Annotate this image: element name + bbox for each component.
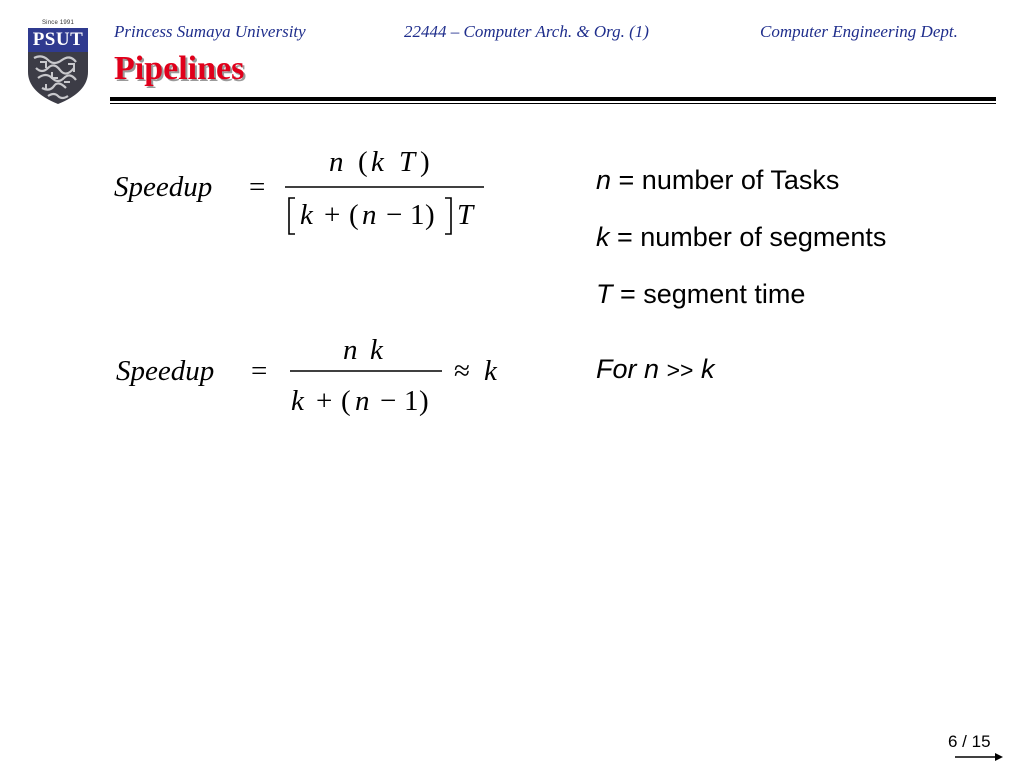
condition-n-much-greater-k [596, 354, 714, 385]
f1-right-bracket [445, 198, 451, 234]
f2-num-n: n [343, 334, 358, 366]
f1-den-one: 1 [410, 199, 425, 231]
f1-num-rparen: ) [420, 146, 430, 178]
header-university: Princess Sumaya University [114, 22, 306, 41]
header-department: Computer Engineering Dept. [760, 22, 958, 41]
condition-for: For [596, 354, 637, 384]
f1-lhs: Speedup [114, 171, 213, 203]
f2-den-n: n [355, 385, 370, 417]
definition-n [596, 165, 839, 196]
definition-n-text: = number of Tasks [611, 165, 840, 195]
header-divider-thick [110, 97, 996, 101]
f2-den-rparen: ) [419, 385, 429, 417]
next-arrow-icon [955, 752, 1005, 762]
f1-num-k: k [371, 146, 384, 178]
definition-k-var: k [596, 222, 610, 252]
condition-n: n [644, 354, 660, 384]
definition-n-var: n [596, 165, 612, 195]
f1-num-n: n [329, 146, 344, 178]
f2-den-one: 1 [404, 385, 419, 417]
definition-T [596, 279, 805, 310]
f2-rhs-k: k [484, 355, 497, 387]
f1-den-n: n [362, 199, 377, 231]
f1-equals: = [249, 171, 266, 203]
f2-den-plus: + [316, 385, 333, 417]
f1-num-T: T [399, 146, 416, 178]
header-course: 22444 – Computer Arch. & Org. (1) [404, 22, 649, 41]
f1-den-plus: + [324, 199, 341, 231]
f2-den-lparen: ( [341, 385, 351, 417]
f2-equals: = [251, 355, 268, 387]
f2-den-k: k [291, 385, 304, 417]
speedup-formula-approx [110, 330, 510, 420]
f2-lhs: Speedup [116, 355, 215, 387]
definition-k-text: = number of segments [609, 222, 887, 252]
f1-num-lparen: ( [358, 146, 368, 178]
f2-num-k: k [370, 334, 383, 366]
f1-den-minus: − [386, 199, 403, 231]
condition-k: k [700, 354, 715, 384]
logo-since-text: Since 1991 [41, 20, 75, 26]
page-number: 6 / 15 [948, 732, 991, 751]
condition-gg: >> [666, 357, 694, 383]
f1-den-T: T [457, 199, 474, 231]
logo-abbr: PSUT [32, 29, 84, 50]
slide-title: Pipelines [114, 50, 245, 87]
header-divider-thin [110, 103, 996, 104]
definition-T-var: T [596, 279, 613, 309]
definition-T-text: = segment time [612, 279, 806, 309]
definition-k [596, 222, 886, 253]
speedup-formula-general [110, 140, 500, 250]
f1-left-bracket [289, 198, 295, 234]
f2-den-minus: − [380, 385, 397, 417]
f1-den-k: k [300, 199, 313, 231]
f2-approx: ≈ [454, 355, 470, 387]
f1-den-rparen: ) [425, 199, 435, 231]
university-logo [26, 20, 90, 104]
f1-den-lparen: ( [349, 199, 359, 231]
